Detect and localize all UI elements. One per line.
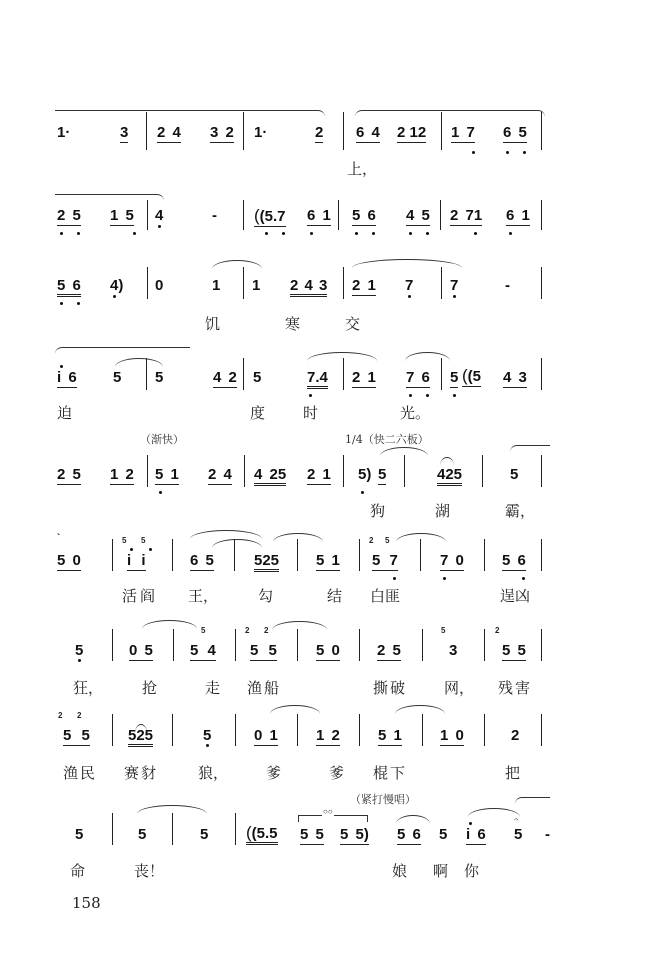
barline — [359, 714, 360, 746]
note: 525 — [128, 728, 153, 747]
note: 4) — [110, 277, 124, 294]
grace-note: 5 — [122, 536, 127, 545]
grace-note: 2 — [58, 711, 63, 720]
note: 5 — [155, 369, 164, 386]
note: 5) — [358, 466, 372, 483]
barline — [172, 539, 173, 571]
lyric: 度 — [250, 404, 266, 422]
note: 2 — [511, 727, 520, 744]
lyric: 狂， — [73, 679, 104, 697]
slur — [55, 347, 190, 354]
slur — [272, 621, 327, 630]
barline — [541, 267, 542, 299]
note: 4 2 — [213, 369, 237, 386]
low-octave-dot — [113, 295, 116, 298]
note: 5 1 — [378, 727, 402, 744]
low-octave-dot — [453, 295, 456, 298]
low-octave-dot — [361, 491, 364, 494]
barline — [359, 539, 360, 571]
lyric: 渔民 — [63, 764, 98, 782]
note: 2 5 — [57, 207, 81, 224]
lyric: 逞凶 — [500, 587, 531, 605]
note: 5 — [113, 369, 122, 386]
grace-note: 2 — [264, 626, 269, 635]
slur — [515, 797, 550, 804]
slur — [352, 259, 462, 268]
note: 0 — [155, 277, 164, 294]
slur — [212, 539, 262, 548]
note: 5 — [450, 369, 459, 386]
slur — [212, 260, 262, 269]
note: 2 4 — [157, 124, 181, 141]
barline — [338, 200, 339, 230]
lyric: 渔船 — [247, 679, 282, 697]
lyric: 你 — [464, 862, 480, 880]
barline — [235, 813, 236, 845]
note: 7 — [405, 277, 414, 294]
note: 525 — [254, 553, 279, 572]
system-1 — [0, 100, 660, 190]
note: 1· — [57, 124, 71, 141]
barline — [147, 200, 148, 230]
barline — [243, 200, 244, 230]
note: 6 5 — [190, 552, 214, 569]
note: 5 1 — [155, 466, 179, 483]
note: 1 — [252, 277, 261, 294]
note: 6 5 — [503, 124, 527, 141]
barline — [404, 455, 405, 487]
low-octave-dot — [265, 232, 268, 235]
barline — [541, 629, 542, 661]
note: 4 3 — [503, 369, 527, 386]
barline — [297, 629, 298, 661]
note: ((5.7 — [254, 206, 286, 225]
note: 4 25 — [254, 467, 286, 486]
low-octave-dot — [408, 295, 411, 298]
note: 5 — [514, 826, 523, 843]
note: 5 — [378, 466, 387, 483]
barline — [541, 200, 542, 230]
low-octave-dot — [282, 232, 285, 235]
system-2 — [0, 190, 660, 250]
low-octave-dot — [310, 232, 313, 235]
lyric: 残害 — [498, 679, 533, 697]
barline — [112, 714, 113, 746]
low-octave-dot — [77, 302, 80, 305]
low-octave-dot — [426, 394, 429, 397]
high-octave-dot — [469, 822, 472, 825]
note: 2 1 — [352, 369, 376, 386]
note: 5 6 — [57, 278, 81, 297]
lyric: 交 — [345, 315, 361, 333]
note: 2 5 — [377, 642, 401, 659]
system-4 — [0, 340, 660, 425]
barline — [243, 112, 244, 150]
note: 6 4 — [356, 124, 380, 141]
lyric: 赛豺 — [124, 764, 159, 782]
tempo-marking: （紧打慢唱） — [350, 793, 416, 806]
note: 5 — [253, 369, 262, 386]
note: i 6 — [57, 369, 77, 386]
barline — [343, 267, 344, 299]
note: 2 71 — [450, 207, 483, 224]
high-octave-dot — [130, 548, 133, 551]
lyric: 上， — [347, 160, 378, 178]
barline — [359, 629, 360, 661]
lyric: 丧！ — [134, 862, 165, 880]
barline — [441, 358, 442, 390]
note: - — [545, 826, 550, 843]
low-octave-dot — [60, 302, 63, 305]
barline — [343, 455, 344, 487]
barline — [297, 539, 298, 571]
barline — [243, 358, 244, 390]
note: 5 5 — [502, 642, 526, 659]
low-octave-dot — [78, 659, 81, 662]
barline — [422, 629, 423, 661]
barline — [343, 358, 344, 390]
barline — [112, 813, 113, 845]
note: 1 2 — [316, 727, 340, 744]
note: 5 — [203, 727, 212, 744]
barline — [440, 200, 441, 230]
note: 2 — [315, 124, 324, 141]
slur — [190, 530, 262, 539]
barline — [484, 539, 485, 571]
barline — [172, 813, 173, 845]
low-octave-dot — [372, 232, 375, 235]
grace-note: 5 — [441, 626, 446, 635]
low-octave-dot — [133, 232, 136, 235]
tempo-marking: （渐快） — [140, 433, 184, 446]
lyric: 迫 — [57, 404, 73, 422]
grace-note: 5 — [385, 536, 390, 545]
lyric: 白匪 — [370, 587, 401, 605]
barline — [235, 714, 236, 746]
lyric: 时 — [303, 404, 319, 422]
note: 7 — [450, 277, 459, 294]
grace-note: 5 — [141, 536, 146, 545]
note: 5 — [200, 826, 209, 843]
slur — [55, 194, 155, 201]
low-octave-dot — [522, 577, 525, 580]
barline — [172, 714, 173, 746]
tremolo-mark: ○○ — [323, 807, 333, 816]
fermata-icon: 𝄐 — [514, 815, 519, 824]
note: 5 5 — [63, 727, 90, 744]
barline — [420, 539, 421, 571]
barline — [343, 112, 344, 150]
note: 5 1 — [316, 552, 340, 569]
note-group: (5.5 — [251, 825, 278, 842]
note: ((5.5 — [246, 825, 278, 845]
slur — [270, 705, 320, 714]
barline — [244, 455, 245, 487]
barline — [484, 629, 485, 661]
slur — [142, 620, 197, 629]
grace-note: 5 — [201, 626, 206, 635]
note: - — [212, 207, 217, 224]
system-5 — [0, 425, 660, 525]
low-octave-dot — [509, 232, 512, 235]
lyric: 网， — [444, 679, 475, 697]
note: 3 — [449, 642, 458, 659]
lyric: 娘 — [392, 862, 408, 880]
note: 3 2 — [210, 124, 234, 141]
lyric: 结 — [327, 587, 343, 605]
note — [340, 827, 369, 845]
note: 5 — [439, 826, 448, 843]
lyric: 抢 — [142, 679, 158, 697]
system-7 — [0, 615, 660, 700]
lyric: 撕破 — [373, 679, 408, 697]
note: i i — [127, 552, 146, 569]
note: 5 7 — [372, 552, 398, 569]
lyric: 光。 — [400, 404, 431, 422]
note — [397, 125, 426, 141]
note: 5 5 — [250, 642, 277, 659]
note-group: 2 12 — [397, 124, 427, 141]
lyric: 狗 — [370, 502, 386, 520]
lyric: 走 — [205, 679, 221, 697]
barline — [541, 714, 542, 746]
note: 4 — [155, 207, 164, 224]
note-group: 5 5) — [340, 826, 369, 843]
note: 2 4 3 — [290, 278, 327, 297]
barline — [243, 267, 244, 299]
note-group: (5.7 — [259, 208, 286, 225]
note: 1 2 — [110, 466, 134, 483]
tremolo-bracket — [298, 815, 368, 822]
low-octave-dot — [506, 151, 509, 154]
note: 1 0 — [440, 727, 464, 744]
high-octave-dot — [149, 548, 152, 551]
note: 0 5 — [129, 642, 153, 659]
system-6 — [0, 525, 660, 610]
low-octave-dot — [393, 577, 396, 580]
barline — [422, 714, 423, 746]
note: 1· — [254, 124, 268, 141]
note: 6 1 — [307, 207, 331, 224]
slur — [440, 457, 454, 466]
low-octave-dot — [409, 394, 412, 397]
low-octave-dot — [472, 151, 475, 154]
barline — [146, 112, 147, 150]
note: 0 1 — [254, 727, 278, 744]
low-octave-dot — [474, 232, 477, 235]
barline — [234, 539, 235, 571]
barline — [541, 112, 542, 150]
barline — [235, 629, 236, 661]
slur — [405, 352, 450, 361]
low-octave-dot — [443, 577, 446, 580]
low-octave-dot — [523, 151, 526, 154]
system-9 — [0, 785, 660, 885]
slur — [510, 445, 550, 452]
barline — [484, 714, 485, 746]
low-octave-dot — [426, 232, 429, 235]
barline — [297, 714, 298, 746]
barline — [441, 112, 442, 150]
barline — [147, 267, 148, 299]
note: 5 — [138, 826, 147, 843]
note: 7.4 — [307, 370, 328, 389]
note: 5 — [510, 466, 519, 483]
lyric: 棍下 — [373, 764, 408, 782]
barline — [541, 358, 542, 390]
slur — [307, 352, 377, 361]
barline — [173, 629, 174, 661]
note: 2 1 — [352, 277, 376, 294]
barline — [482, 455, 483, 487]
note: 1 7 — [451, 124, 475, 141]
note: ((5 — [462, 366, 482, 385]
barline — [541, 539, 542, 571]
note: 5 0 — [57, 552, 81, 569]
lyric: 勾 — [258, 587, 274, 605]
lyric: 啊 — [433, 862, 449, 880]
slur — [396, 815, 430, 824]
note: 5 5 — [300, 826, 324, 843]
low-octave-dot — [60, 232, 63, 235]
note: 3 — [120, 124, 129, 141]
lyric: 湖 — [435, 502, 451, 520]
slur — [152, 194, 164, 201]
tempo-marking: 1/4（快二六板） — [345, 433, 429, 446]
barline — [441, 267, 442, 299]
lyric: 饥 — [205, 315, 221, 333]
slur — [245, 110, 325, 117]
note: 7 0 — [440, 552, 464, 569]
note: 5 — [75, 642, 84, 659]
grace-note: 2 — [369, 536, 374, 545]
note: 5 4 — [190, 642, 216, 659]
low-octave-dot — [158, 225, 161, 228]
grace-note: 2 — [245, 626, 250, 635]
lyric: 活阎 — [122, 587, 159, 605]
slur — [355, 110, 545, 117]
note: 5 6 — [502, 552, 526, 569]
barline — [146, 358, 147, 390]
low-octave-dot — [409, 232, 412, 235]
note: 7 6 — [406, 369, 430, 386]
lyric: 霸， — [505, 502, 536, 520]
note: 5 6 — [397, 826, 421, 843]
note: 2 4 — [208, 466, 232, 483]
slur — [395, 705, 445, 714]
lyric: 王， — [188, 587, 219, 605]
grace-note: 2 — [495, 626, 500, 635]
barline — [147, 455, 148, 487]
note: 5 6 — [352, 207, 376, 224]
slur — [468, 808, 520, 817]
lyric: 寒 — [285, 315, 301, 333]
grace-note: 2 — [77, 711, 82, 720]
note: - — [505, 277, 510, 294]
note: i 6 — [466, 826, 486, 843]
low-octave-dot — [77, 232, 80, 235]
low-octave-dot — [206, 744, 209, 747]
lyric: 命 — [70, 862, 86, 880]
low-octave-dot — [309, 394, 312, 397]
note: 5 0 — [316, 642, 340, 659]
note: 2 5 — [57, 466, 81, 483]
note: 1 5 — [110, 207, 134, 224]
page-number: 158 — [72, 894, 101, 912]
note: 2 1 — [307, 466, 331, 483]
high-octave-dot — [60, 365, 63, 368]
low-octave-dot — [159, 491, 162, 494]
lyric: 爹 — [266, 764, 282, 782]
accent-mark: ` — [57, 533, 61, 544]
low-octave-dot — [453, 394, 456, 397]
note-group: (5 — [467, 368, 482, 385]
note: 4 5 — [406, 207, 430, 224]
note: 425 — [437, 467, 462, 486]
note: 1 — [212, 277, 221, 294]
system-8 — [0, 700, 660, 785]
lyric: 狼， — [198, 764, 229, 782]
low-octave-dot — [355, 232, 358, 235]
barline — [541, 455, 542, 487]
system-3 — [0, 255, 660, 340]
barline — [112, 629, 113, 661]
lyric: 把 — [505, 764, 521, 782]
barline — [112, 539, 113, 571]
slur — [115, 358, 163, 367]
note: 6 1 — [506, 207, 530, 224]
lyric: 爹 — [329, 764, 345, 782]
note: 5 — [75, 826, 84, 843]
